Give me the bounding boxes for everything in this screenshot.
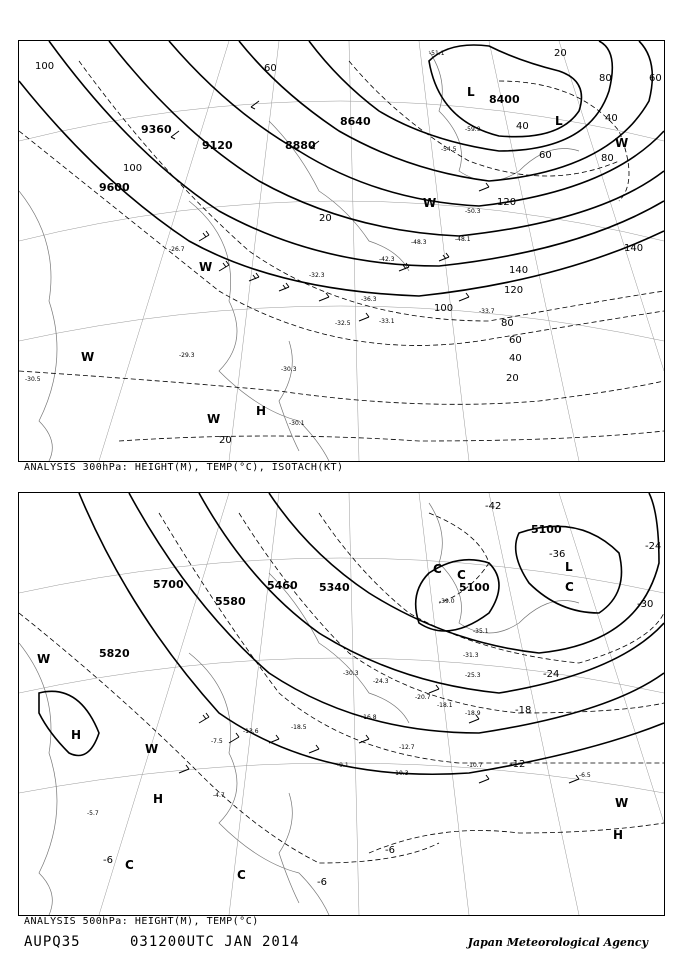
temp-obs-label: -54.5 (441, 146, 457, 153)
obs-label: -12.7 (399, 744, 415, 751)
isotach-label: 80 (601, 153, 614, 164)
cold-mark: C (237, 868, 246, 882)
high-pressure-mark: H (71, 728, 82, 742)
height-label-8880: 8880 (285, 139, 316, 152)
caption-500hpa: ANALYSIS 500hPa: HEIGHT(M), TEMP(°C) (24, 916, 259, 927)
warm-mark: W (615, 796, 629, 810)
height-label-5820: 5820 (99, 647, 130, 660)
obs-label: -35.1 (473, 628, 489, 635)
map-500hpa-canvas (19, 493, 664, 915)
obs-label: -18.9 (465, 710, 481, 717)
obs-label: -18.5 (291, 724, 307, 731)
temp-contour-label: -12 (509, 759, 526, 770)
obs-label: -16.8 (361, 714, 377, 721)
chart-datetime: 031200UTC JAN 2014 (130, 934, 300, 950)
isotach-label: 40 (516, 121, 529, 132)
height-label-5700: 5700 (153, 578, 184, 591)
isotach-label: 100 (123, 163, 143, 174)
temp-contour-label: -6 (317, 877, 327, 888)
warm-mark: W (199, 260, 213, 274)
isotach-label: 40 (509, 353, 522, 364)
height-label-5100: 5100 (459, 581, 490, 594)
obs-label: -39.0 (439, 598, 455, 605)
obs-label: -10.7 (467, 762, 483, 769)
obs-label: -13.6 (243, 728, 259, 735)
obs-label: -7.5 (211, 738, 223, 745)
height-label-8400: 8400 (489, 93, 520, 106)
agency-name: Japan Meteorological Agency (467, 936, 648, 949)
coastlines (19, 51, 579, 461)
high-pressure-mark: H (256, 404, 267, 418)
isotach-label: 60 (509, 335, 522, 346)
isotach-label: 80 (599, 73, 612, 84)
temp-obs-label: -33.1 (379, 318, 395, 325)
low-pressure-mark: L (467, 85, 475, 99)
obs-label: -31.3 (463, 652, 479, 659)
cold-mark: C (125, 858, 134, 872)
temp-obs-label: -32.3 (309, 272, 325, 279)
obs-label: -20.7 (415, 694, 431, 701)
isotach-label: 20 (319, 213, 332, 224)
obs-label: -6.5 (579, 772, 591, 779)
isotach-label: 60 (264, 63, 277, 74)
warm-mark: W (81, 350, 95, 364)
temp-contour-label: -36 (549, 549, 566, 560)
temp-obs-label: -33.7 (479, 308, 495, 315)
warm-mark: W (615, 136, 629, 150)
obs-label: -5.7 (87, 810, 99, 817)
isotach-label: 120 (497, 197, 517, 208)
temp-obs-label: -30.5 (25, 376, 41, 383)
obs-label: -18.1 (437, 702, 453, 709)
temp-contour-label: -24 (543, 669, 560, 680)
temp-contour-label: -18 (515, 705, 532, 716)
warm-mark: W (423, 196, 437, 210)
isotach-label: 100 (434, 303, 454, 314)
low-pressure-mark: L (565, 560, 573, 574)
chart-code: AUPQ35 (24, 934, 81, 950)
map-panel-300hpa (18, 40, 665, 462)
high-pressure-mark: H (613, 828, 624, 842)
caption-300hpa: ANALYSIS 300hPa: HEIGHT(M), TEMP(°C), ISOTACH(KT) (24, 462, 344, 473)
height-label-5580: 5580 (215, 595, 246, 608)
isotach-label: 20 (554, 48, 567, 59)
temp-contour-label: -24 (645, 541, 662, 552)
temp-obs-label: -30.3 (281, 366, 297, 373)
isotach-label: 20 (506, 373, 519, 384)
height-label-5100: 5100 (531, 523, 562, 536)
cold-mark: C (433, 562, 442, 576)
graticule (19, 493, 664, 915)
isotach-label: 80 (501, 318, 514, 329)
warm-mark: W (145, 742, 159, 756)
temp-obs-label: -50.3 (465, 208, 481, 215)
temp-obs-label: -51.1 (429, 50, 445, 57)
temp-contour-label: -30 (637, 599, 654, 610)
temp-obs-label: -36.3 (361, 296, 377, 303)
warm-mark: W (37, 652, 51, 666)
height-label-5340: 5340 (319, 581, 350, 594)
obs-label: -30.3 (343, 670, 359, 677)
obs-label: -4.7 (213, 792, 225, 799)
height-label-8640: 8640 (340, 115, 371, 128)
obs-label: -10.3 (393, 770, 409, 777)
height-label-5460: 5460 (267, 579, 298, 592)
isotach-label: 60 (649, 73, 662, 84)
obs-label: -25.3 (465, 672, 481, 679)
height-label-9360: 9360 (141, 123, 172, 136)
temp-obs-label: -26.7 (169, 246, 185, 253)
graticule (19, 41, 664, 461)
isotach-label: 40 (605, 113, 618, 124)
isotach-label: 140 (624, 243, 644, 254)
height-label-9120: 9120 (202, 139, 233, 152)
temp-contour-label: -6 (103, 855, 113, 866)
cold-mark: C (457, 568, 466, 582)
height-contours (39, 493, 664, 774)
temp-obs-label: -30.1 (289, 420, 305, 427)
temp-obs-label: -48.1 (455, 236, 471, 243)
map-panel-500hpa (18, 492, 665, 916)
height-contours (19, 41, 664, 296)
obs-label: -9.1 (337, 762, 349, 769)
isotach-label: 20 (219, 435, 232, 446)
temp-obs-label: -29.3 (179, 352, 195, 359)
obs-label: -24.3 (373, 678, 389, 685)
high-pressure-mark: H (153, 792, 164, 806)
temp-contour-label: -42 (485, 501, 502, 512)
temp-contour-label: -6 (385, 845, 395, 856)
cold-mark: C (565, 580, 574, 594)
temp-obs-label: -32.5 (335, 320, 351, 327)
isotach-label: 100 (35, 61, 55, 72)
isotach-label: 140 (509, 265, 529, 276)
temp-obs-label: -42.3 (379, 256, 395, 263)
height-label-9600: 9600 (99, 181, 130, 194)
map-300hpa-canvas (19, 41, 664, 461)
temp-obs-label: -59.9 (465, 126, 481, 133)
warm-mark: W (207, 412, 221, 426)
temp-obs-label: -48.3 (411, 239, 427, 246)
isotach-label: 120 (504, 285, 524, 296)
low-pressure-mark: L (555, 114, 563, 128)
isotach-label: 60 (539, 150, 552, 161)
